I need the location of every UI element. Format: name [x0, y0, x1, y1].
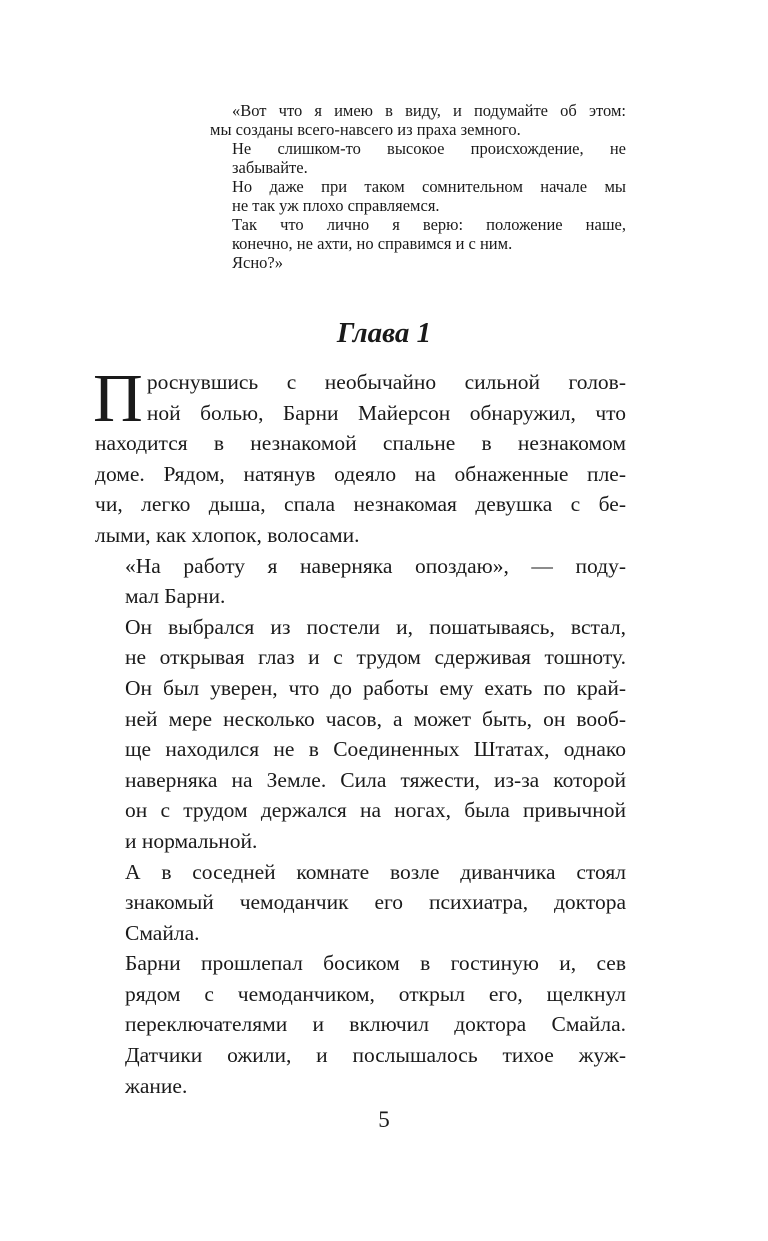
body-line: и нормальной. [125, 828, 258, 853]
epigraph-line: мы созданы всего-навсего из праха земного. [210, 120, 521, 139]
epigraph-line: забывайте. [232, 158, 308, 177]
body-paragraph [95, 948, 626, 1101]
body-line: Он был уверен, что до работы ему ехать по край- [125, 675, 626, 700]
epigraph-paragraph [210, 177, 626, 215]
epigraph-line: не так уж плохо справляемся. [232, 196, 440, 215]
epigraph-line: Не слишком-то высокое происхождение, не [232, 139, 626, 158]
epigraph-line: Так что лично я верю: положение наше, [232, 215, 626, 234]
body-line: А в соседней комнате возле диванчика стоял [125, 859, 626, 884]
body-line: знакомый чемоданчик его психиатра, доктора [125, 890, 626, 915]
body-line: переключателями и включил доктора Смайла. [125, 1012, 626, 1037]
body-line: ней мере несколько часов, а может быть, он вооб- [125, 706, 626, 731]
body-line: Смайла. [125, 920, 200, 945]
body-line: ной болью, Барни Майерсон обнаружил, что [146, 400, 626, 425]
epigraph-line: конечно, не ахти, но справимся и с ним. [232, 234, 513, 253]
body-paragraph [95, 551, 626, 612]
body-line: «На работу я наверняка опоздаю», — поду- [125, 553, 626, 578]
body-line: мал Барни. [125, 584, 226, 609]
body-line: Датчики ожили, и послышалось тихое жуж- [125, 1043, 626, 1068]
body-line: ще находился не в Соединенных Штатах, однако [125, 737, 626, 762]
epigraph-paragraph [210, 101, 626, 139]
epigraph [210, 101, 626, 272]
body-line: чи, легко дыша, спала незнакомая девушка с бе- [95, 492, 626, 517]
body-paragraph [95, 612, 626, 857]
body-line: наверняка на Земле. Сила тяжести, из-за которой [125, 767, 626, 792]
body-line: роснувшись с необычайно сильной голов- [146, 370, 626, 394]
chapter-title: Глава 1 [336, 317, 432, 349]
body-line: Барни прошлепал босиком в гостиную и, сев [125, 951, 626, 976]
page-number: 5 [378, 1107, 390, 1132]
chapter-body [93, 360, 626, 1101]
epigraph-paragraph [210, 139, 626, 177]
body-line: жание. [125, 1073, 188, 1098]
body-line: рядом с чемоданчиком, открыл его, щелкнул [125, 981, 626, 1006]
body-paragraph [95, 857, 626, 949]
body-line: находится в незнакомой спальне в незнакомом [95, 431, 626, 456]
drop-cap: П [93, 360, 143, 436]
body-line: он с трудом держался на ногах, была привычной [125, 798, 626, 823]
body-line: Он выбрался из постели и, пошатываясь, встал, [125, 614, 626, 639]
body-paragraph [93, 360, 626, 551]
body-line: лыми, как хлопок, волосами. [95, 522, 360, 547]
epigraph-paragraph [210, 215, 626, 253]
epigraph-line: Но даже при таком сомнительном начале мы [232, 177, 626, 196]
body-line: доме. Рядом, натянув одеяло на обнаженные пле- [95, 461, 626, 486]
epigraph-line: «Вот что я имею в виду, и подумайте об этом: [232, 101, 626, 120]
body-line: не открывая глаз и с трудом сдерживая тошноту. [125, 645, 626, 670]
epigraph-line: Ясно?» [232, 253, 283, 272]
epigraph-paragraph [210, 253, 626, 272]
